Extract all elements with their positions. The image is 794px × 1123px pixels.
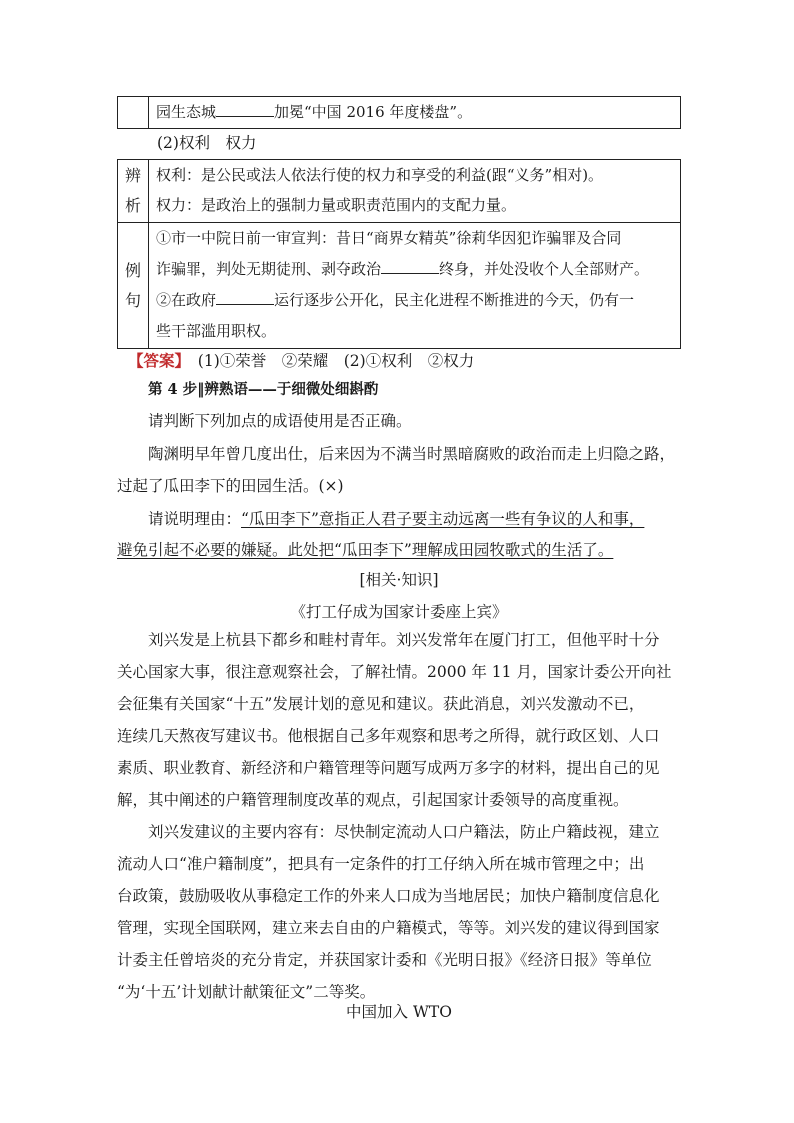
step4-title: 第 4 步‖辨熟语——于细微处细斟酌 xyxy=(148,381,379,398)
liju-line2-prefix: 诈骗罪，判处无期徒刑、剥夺政治 xyxy=(156,260,382,278)
liju-line3-suffix: 运行逐步公开化，民主化进程不断推进的今天，仍有一 xyxy=(274,291,635,309)
article-line: 刘兴发建议的主要内容有：尽快制定流动人口户籍法，防止户籍歧视，建立 xyxy=(148,823,660,841)
liju-line: 些干部滥用职权。 xyxy=(156,322,277,340)
article-line: 素质、职业教育、新经济和户籍管理等问题写成两万多字的材料，提出自己的见 xyxy=(117,759,660,777)
step4-reason-line2: 避免引起不必要的嫌疑。此处把“瓜田李下”理解成田园牧歌式的生活了。 xyxy=(117,541,614,559)
table-top-content-cell xyxy=(149,97,681,129)
next-section-title: 中国加入 WTO xyxy=(346,1003,452,1021)
article-line: 台政策，鼓励吸收从事稳定工作的外来人口成为当地居民；加快户籍制度信息化 xyxy=(117,887,660,905)
header-char: 析 xyxy=(124,196,141,215)
article-line: 关心国家大事，很注意观察社会，了解社情。2000 年 11 月，国家计委公开向社 xyxy=(117,663,672,681)
article-line: 计委主任曾培炎的充分肯定，并获国家计委和《光明日报》《经济日报》等单位 xyxy=(117,951,652,969)
related-heading: [相关·知识] xyxy=(359,571,439,589)
table-top-line xyxy=(156,97,674,127)
article-line: 连续几天熬夜写建议书。他根据自己多年观察和思考之所得，就行政区划、人口 xyxy=(117,727,660,745)
article-title: 《打工仔成为国家计委座上宾》 xyxy=(290,603,508,621)
liju-line2-suffix: 终身，并处没收个人全部财产。 xyxy=(439,260,650,278)
article-line: 刘兴发是上杭县下都乡和畦村青年。刘兴发常年在厦门打工，但他平时十分 xyxy=(148,631,660,649)
reason-text: “瓜田李下”意指正人君子要主动远离一些有争议的人和事， xyxy=(241,510,645,528)
bianxi-content xyxy=(149,160,681,223)
liju-content xyxy=(149,223,681,349)
article-line: 会征集有关国家“十五”发展计划的意见和建议。获此消息，刘兴发激动不已， xyxy=(117,695,645,713)
liju-line xyxy=(156,254,674,285)
article-line: 管理，实现全国联网，建立来去自由的户籍模式，等等。刘兴发的建议得到国家 xyxy=(117,919,660,937)
liju-line xyxy=(156,285,674,316)
answer-text: (1)①荣誉 ②荣耀 (2)①权利 ②权力 xyxy=(197,352,475,370)
article-paragraph-1 xyxy=(117,624,681,816)
header-char: 例 xyxy=(124,260,141,280)
header-char: 句 xyxy=(124,290,141,310)
article-line: “为‘十五’计划献计献策征文”二等奖。 xyxy=(117,983,376,1001)
liju-line3-prefix: ②在政府 xyxy=(156,291,217,309)
answer-line xyxy=(128,347,474,375)
step4-instruction: 请判断下列加点的成语使用是否正确。 xyxy=(148,412,412,430)
article-paragraph-2 xyxy=(117,816,681,1008)
table-top-suffix: 加冕“中国 2016 年度楼盘”。 xyxy=(274,103,473,121)
article-line: 流动人口“准户籍制度”，把具有一定条件的打工仔纳入所在城市管理之中；出 xyxy=(117,855,645,873)
article-line: 解，其中阐述的户籍管理制度改革的观点，引起国家计委领导的高度重视。 xyxy=(117,791,629,809)
step4-reason-line1 xyxy=(148,505,644,533)
fill-blank xyxy=(216,290,274,305)
table-main xyxy=(117,159,681,349)
step4-sentence-line1: 陶渊明早年曾几度出仕，后来因为不满当时黑暗腐败的政治而走上归隐之路， xyxy=(148,445,676,463)
section-2-label: (2)权利 权力 xyxy=(157,134,257,152)
header-char: 辨 xyxy=(124,166,141,185)
liju-line: ①市一中院日前一审宣判：昔日“商界女精英”徐莉华因犯诈骗罪及合同 xyxy=(156,229,622,247)
table-header-bianxi xyxy=(118,160,149,223)
reason-label: 请说明理由： xyxy=(148,510,242,528)
table-top xyxy=(117,96,681,129)
answer-tag: 【答案】 xyxy=(128,351,183,370)
table-top-prefix: 园生态城 xyxy=(156,103,217,121)
bianxi-line: 权力：是政治上的强制力量或职责范围内的支配力量。 xyxy=(156,196,517,214)
table-header-liju xyxy=(118,223,149,349)
fill-blank xyxy=(381,259,439,274)
table-top-header-cell xyxy=(118,97,149,129)
fill-blank xyxy=(216,102,274,117)
step4-sentence-line2: 过起了瓜田李下的田园生活。(×) xyxy=(117,477,344,495)
bianxi-line: 权利：是公民或法人依法行使的权力和享受的利益(跟“义务”相对)。 xyxy=(156,166,604,184)
